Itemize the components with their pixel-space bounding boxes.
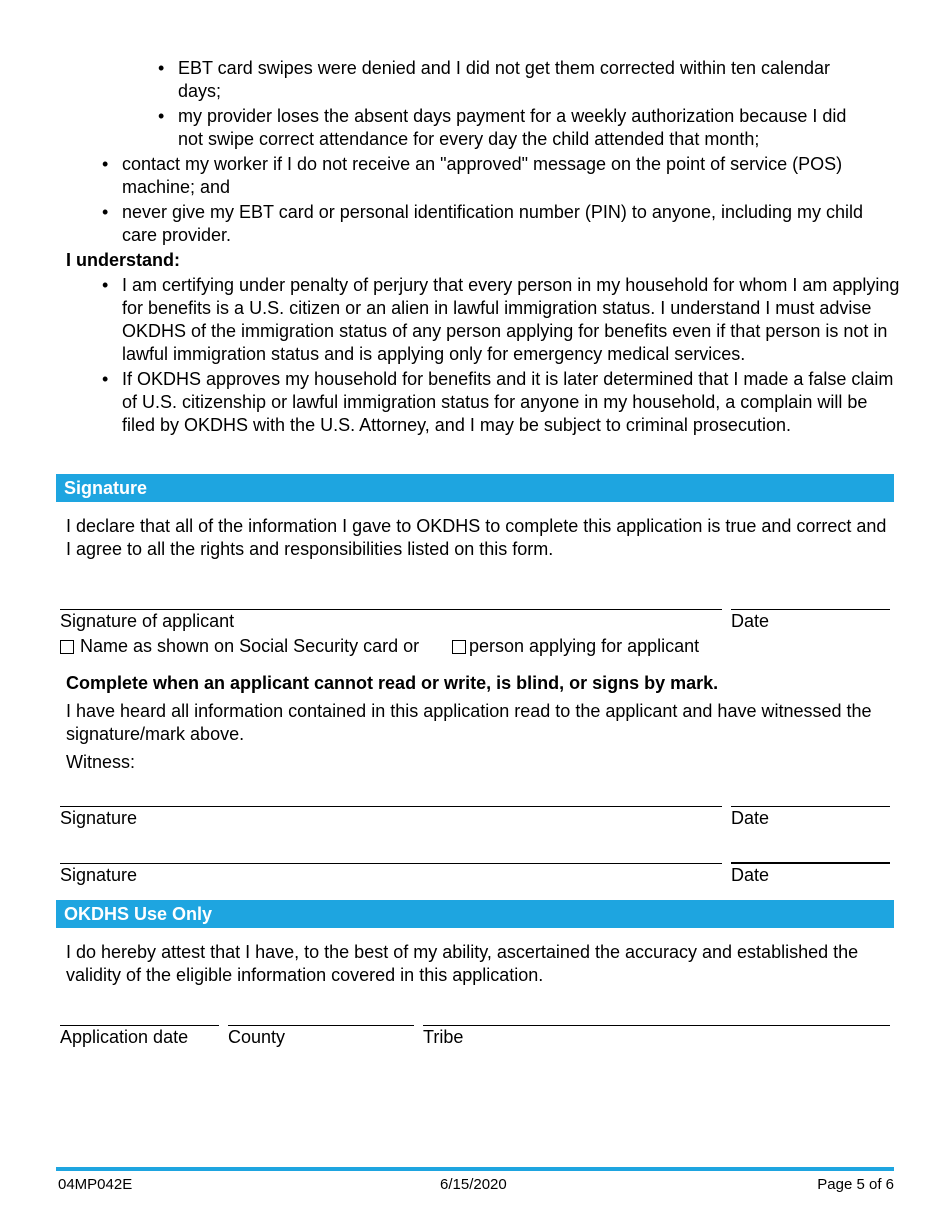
list-item: • never give my EBT card or personal identification number (PIN) to anyone, including my child care provider.	[100, 201, 900, 247]
witness-signature-label-2: Signature	[60, 865, 138, 885]
county-label: County	[228, 1027, 286, 1047]
applicant-date-label: Date	[731, 611, 770, 631]
tribe-label: Tribe	[423, 1027, 464, 1047]
form-number: 04MP042E	[58, 1176, 133, 1193]
form-date: 6/15/2020	[440, 1176, 507, 1193]
understand-heading: I understand:	[66, 250, 181, 270]
list-item: • contact my worker if I do not receive an "approved" message on the point of service (POS) machine; and	[100, 153, 900, 199]
page-number: Page 5 of 6	[817, 1176, 894, 1193]
application-date-label: Application date	[60, 1027, 189, 1047]
person-applying-checkbox[interactable]	[452, 640, 466, 654]
declaration-text: I declare that all of the information I gave to OKDHS to complete this application is true and correct and I agree to all the rights and responsibilities listed on this form.	[66, 516, 887, 559]
ssn-name-checkbox[interactable]	[60, 640, 74, 654]
footer-rule	[56, 1167, 894, 1171]
understand-bullet-list	[100, 274, 900, 439]
witness-signature-line-1[interactable]	[60, 806, 722, 807]
witness-label: Witness:	[66, 752, 136, 772]
applicant-signature-label: Signature of applicant	[60, 611, 235, 631]
attest-text: I do hereby attest that I have, to the best of my ability, ascertained the accuracy and established the validity of the eligible information covered in this application.	[66, 942, 859, 985]
list-item: • my provider loses the absent days payment for a weekly authorization because I did not swipe correct attendance for every day the child attended that month;	[156, 105, 876, 151]
list-item: • EBT card swipes were denied and I did not get them corrected within ten calendar days;	[156, 57, 876, 103]
responsibility-bullet-list	[100, 153, 900, 249]
okdhs-section-header: OKDHS Use Only	[56, 900, 894, 928]
checkbox-row-2	[452, 635, 699, 657]
complete-heading: Complete when an applicant cannot read or write, is blind, or signs by mark.	[66, 673, 719, 693]
list-item: • I am certifying under penalty of perjury that every person in my household for whom I am applying for benefits is a U.S. citizen or an alien in lawful immigration status. I understand I must advise OKDHS of the immigration status of any person applying for benefits even if that person is not in lawful immigration status and is applying only for emergency medical services.	[100, 274, 900, 366]
witness-signature-line-2[interactable]	[60, 863, 722, 864]
signature-section-header: Signature	[56, 474, 894, 502]
witness-date-label-2: Date	[731, 865, 770, 885]
checkbox-row	[60, 635, 419, 657]
witness-signature-label-1: Signature	[60, 808, 138, 828]
tribe-line[interactable]	[423, 1025, 890, 1026]
list-item: • If OKDHS approves my household for benefits and it is later determined that I made a false claim of U.S. citizenship or lawful immigration status for anyone in my household, a complain will be filed by OKDHS with the U.S. Attorney, and I may be subject to criminal prosecution.	[100, 368, 900, 437]
witness-statement: I have heard all information contained in this application read to the applicant and have witnessed the signature/mark above.	[66, 701, 872, 744]
ssn-name-checkbox-label: Name as shown on Social Security card or	[80, 636, 420, 656]
witness-date-label-1: Date	[731, 808, 770, 828]
sub-bullet-list	[156, 57, 876, 153]
person-applying-checkbox-label: person applying for applicant	[469, 636, 700, 656]
